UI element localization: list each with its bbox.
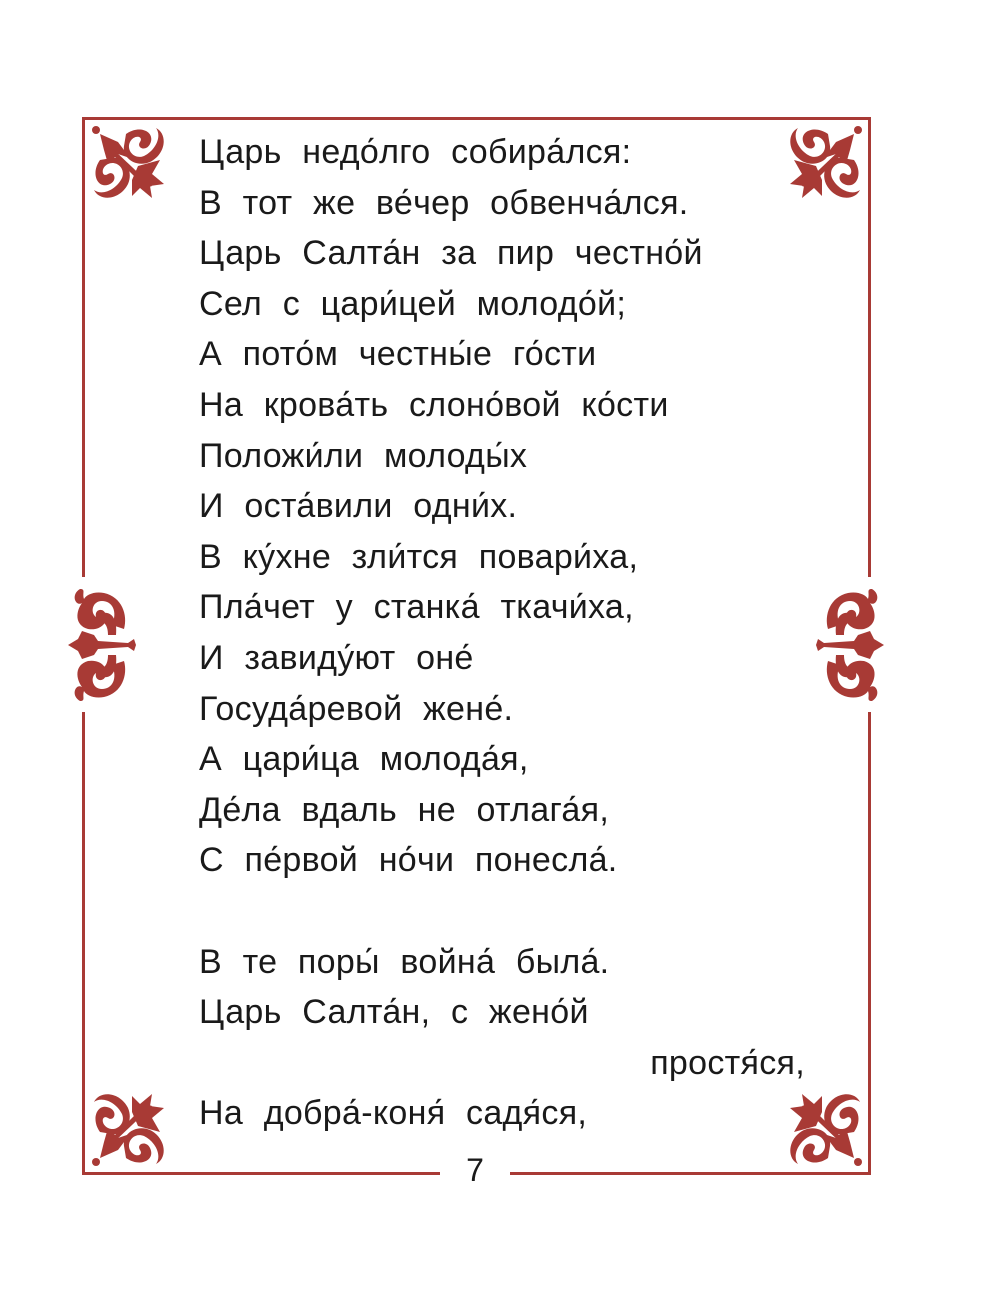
corner-ornament-top-left-icon: [90, 124, 170, 204]
verse-line: На крова́ть слоно́вой ко́сти: [199, 385, 669, 424]
corner-ornament-bottom-left-icon: [90, 1088, 170, 1168]
frame-bottom-border-left: [82, 1172, 440, 1175]
verse-line: В тот же ве́чер обвенча́лся.: [199, 183, 689, 222]
verse-line: На добра́-коня́ садя́ся,: [199, 1094, 588, 1133]
frame-top-border: [82, 117, 871, 120]
verse-line: И завиду́ют оне́: [199, 638, 474, 677]
poem-text: [199, 127, 819, 1139]
page-number: 7: [466, 1152, 484, 1188]
verse-line: А пото́м честны́е го́сти: [199, 335, 597, 374]
stanza-break: [199, 886, 819, 937]
verse-line: С пе́рвой но́чи понесла́.: [199, 841, 618, 880]
verse-line: Царь Салта́н, с жено́й: [199, 993, 589, 1032]
frame-left-border-bottom: [82, 712, 85, 1175]
verse-line: Де́ла вдаль не отлага́я,: [199, 790, 610, 829]
verse-line: В ку́хне зли́тся повари́ха,: [199, 537, 639, 576]
verse-line: В те поры́ война́ была́.: [199, 942, 610, 981]
frame-right-border-top: [868, 117, 871, 577]
frame-right-border-bottom: [868, 712, 871, 1175]
verse-line: Пла́чет у станка́ ткачи́ха,: [199, 588, 634, 627]
verse-line: Царь Салта́н за пир честно́й: [199, 234, 703, 273]
verse-line: Положи́ли молоды́х: [199, 436, 528, 475]
verse-line: Госуда́ревой жене́.: [199, 689, 514, 728]
side-ornament-left-icon: [68, 585, 148, 705]
frame-bottom-border-right: [510, 1172, 871, 1175]
verse-line: А цари́ца молода́я,: [199, 740, 529, 779]
verse-line-continuation: простя́ся,: [650, 1043, 805, 1082]
verse-line: Сел с цари́цей молодо́й;: [199, 284, 627, 323]
verse-line: И оста́вили одни́х.: [199, 487, 518, 526]
frame-left-border-top: [82, 117, 85, 577]
verse-line: Царь недо́лго собира́лся:: [199, 133, 632, 171]
